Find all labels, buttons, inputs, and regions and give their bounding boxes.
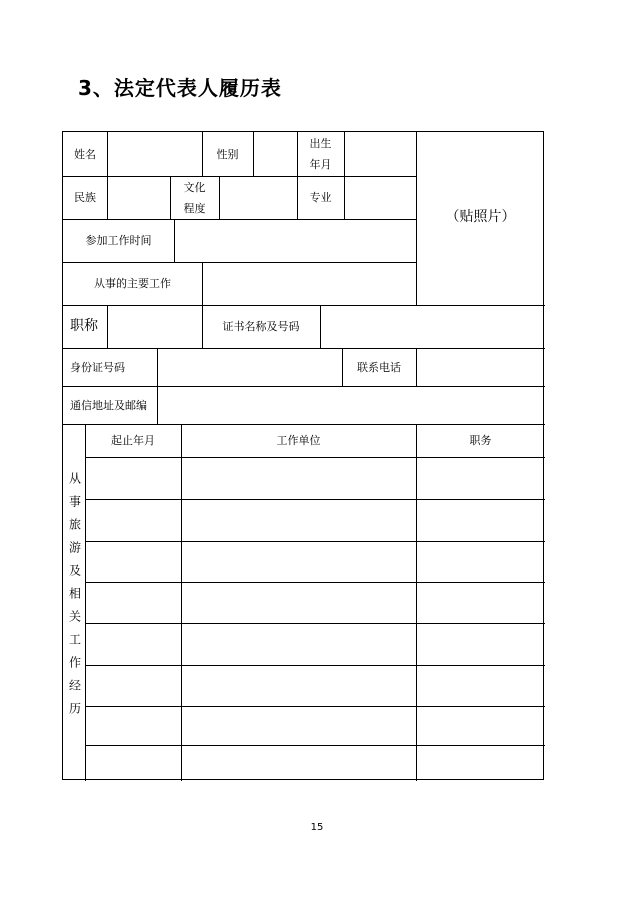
education-field[interactable] <box>219 176 297 219</box>
work-start-field[interactable] <box>174 219 416 262</box>
birth-label <box>297 132 344 176</box>
certificate-label: 证书名称及号码 <box>222 320 300 333</box>
name-label: 姓名 <box>74 147 96 161</box>
education-label <box>170 176 219 219</box>
history-header-position: 职务 <box>469 434 492 447</box>
job-title-label: 职称 <box>70 318 98 334</box>
page-number: 15 <box>310 822 324 833</box>
ethnicity-field[interactable] <box>107 176 170 219</box>
education-label-line-1: 文化 <box>183 180 206 194</box>
gender-field[interactable] <box>253 132 297 176</box>
resume-form <box>62 131 544 780</box>
main-work-label: 从事的主要工作 <box>94 277 171 290</box>
history-header-period: 起止年月 <box>111 434 155 447</box>
major-field[interactable] <box>344 176 416 219</box>
birth-label-line-2: 年月 <box>309 158 332 171</box>
address-field[interactable] <box>157 386 545 424</box>
address-label: 通信地址及邮编 <box>70 398 147 412</box>
education-label-line-2: 程度 <box>183 201 206 215</box>
photo-area: （贴照片） <box>445 209 516 225</box>
birth-label-line-1: 出生 <box>309 137 332 150</box>
certificate-field[interactable] <box>320 305 545 348</box>
history-section-label <box>63 424 85 781</box>
name-field[interactable] <box>107 132 202 176</box>
page-title: 3、法定代表人履历表 <box>78 76 282 100</box>
gender-label: 性别 <box>216 147 239 161</box>
major-label: 专业 <box>309 191 332 204</box>
ethnicity-label: 民族 <box>74 191 96 204</box>
job-title-field[interactable] <box>107 305 202 348</box>
history-header-employer: 工作单位 <box>276 434 321 447</box>
id-field[interactable] <box>157 348 342 386</box>
history-label: 从事旅游及相关工作经历 <box>67 472 82 725</box>
main-work-field[interactable] <box>202 262 416 305</box>
id-label: 身份证号码 <box>70 360 125 374</box>
birth-field[interactable] <box>344 132 416 176</box>
work-start-label: 参加工作时间 <box>85 234 152 247</box>
phone-field[interactable] <box>416 348 545 386</box>
phone-label: 联系电话 <box>357 360 401 374</box>
